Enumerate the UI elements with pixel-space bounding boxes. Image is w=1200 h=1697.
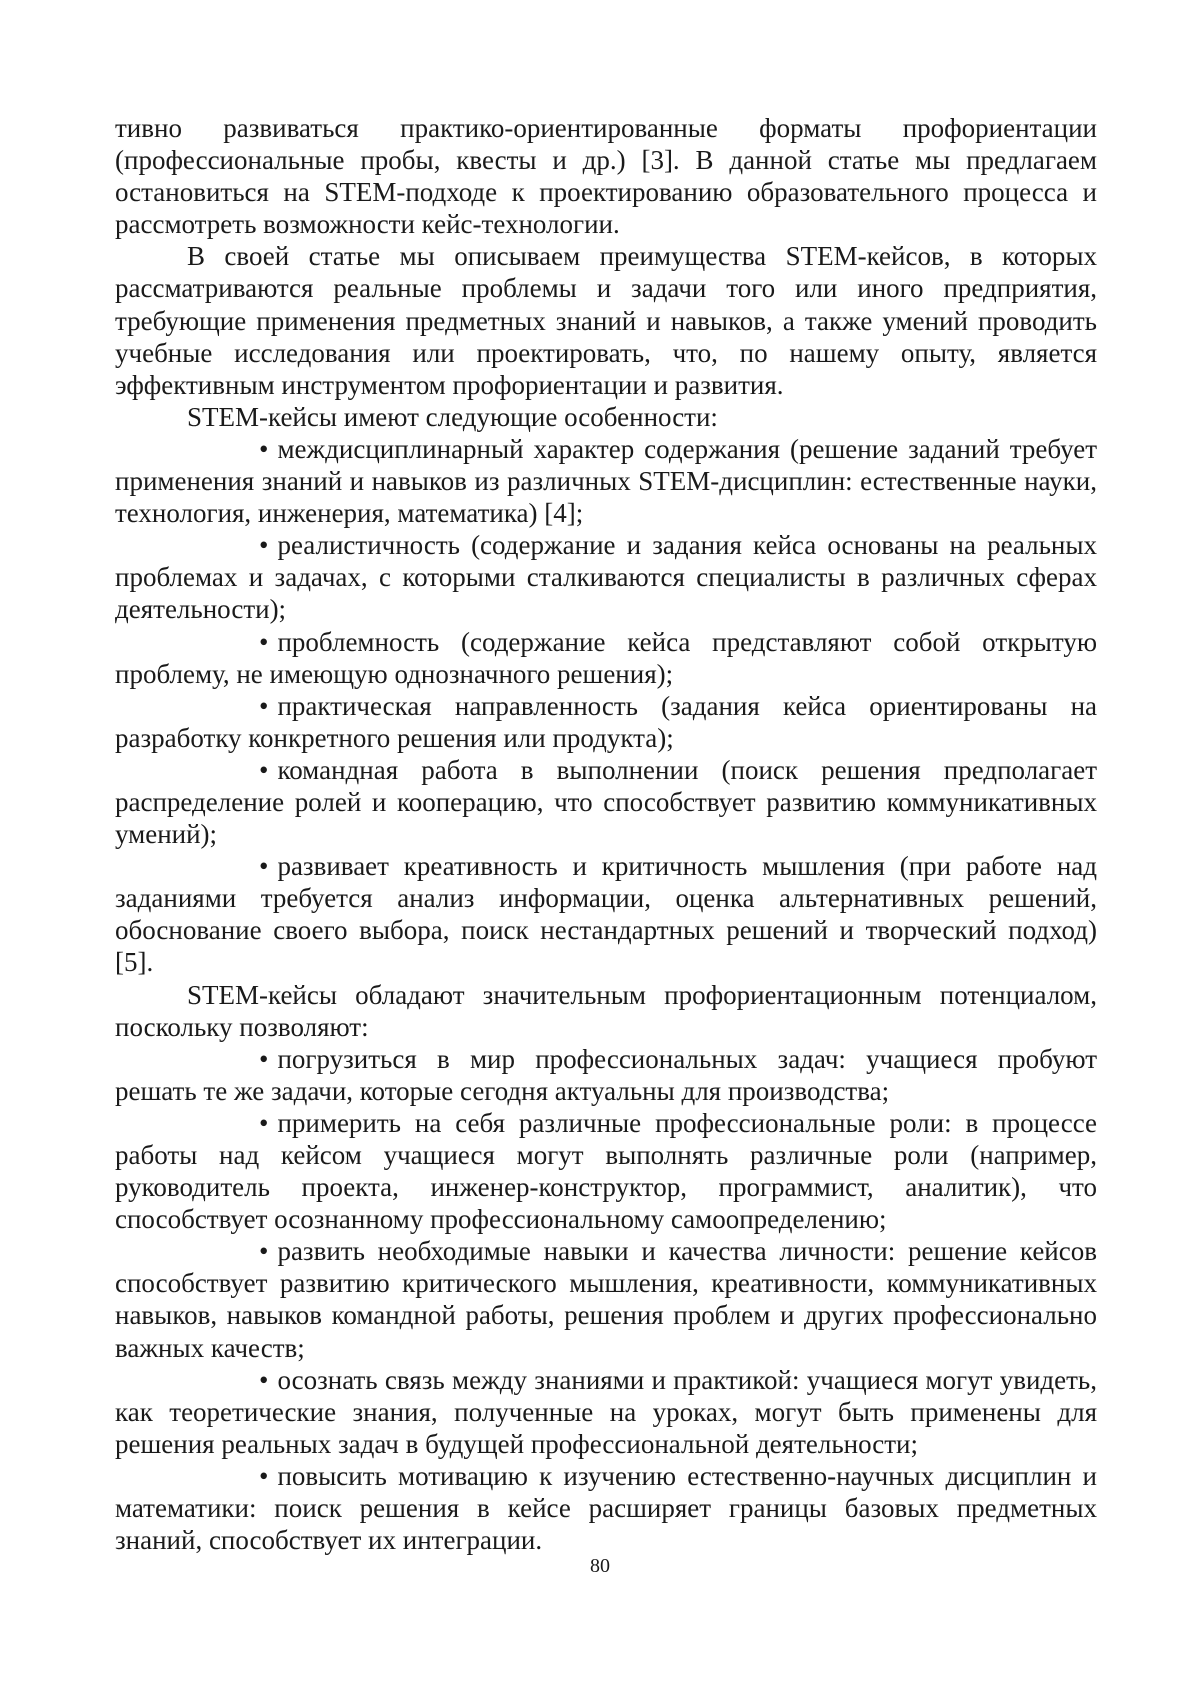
bullet-symbol: • <box>259 433 269 464</box>
bullet-symbol: • <box>259 530 269 561</box>
paragraph: В своей статье мы описываем преимущества STEM-кейсов, в которых рассматриваются реальные проблемы и задачи того или иного предприятия, требующие применения предметных знаний и навыков, а также умений проводить учебные исследования или проектировать, что, по нашему опыту, является эффективным инструментом профориентации и развития. <box>115 241 1097 400</box>
bullet-text: повысить мотивацию к изучению естественно-научных дисциплин и математики: поиск решения в кейсе расширяет границы базовых предметных знаний, способствует их интеграции. <box>115 1460 1097 1556</box>
bullet-symbol: • <box>259 754 269 785</box>
bullet-symbol: • <box>259 1236 269 1267</box>
bullet-symbol: • <box>259 690 269 721</box>
bullet-item <box>115 1364 1097 1460</box>
bullet-symbol: • <box>259 1107 269 1138</box>
bullet-symbol: • <box>259 851 269 882</box>
bullet-item <box>115 1043 1097 1107</box>
bullet-text: командная работа в выполнении (поиск решения предполагает распределение ролей и кооперацию, что способствует развитию коммуникативных умений); <box>115 754 1097 850</box>
bullet-text: развить необходимые навыки и качества личности: решение кейсов способствует развитию критического мышления, креативности, коммуникативных навыков, навыков командной работы, решения проблем и других профессионально важных качеств; <box>115 1236 1097 1363</box>
bullet-symbol: • <box>259 1460 269 1491</box>
bullet-text: междисциплинарный характер содержания (решение заданий требует применения знаний и навыков из различных STEM-дисциплин: естественные науки, технология, инженерия, математика) [4]; <box>115 433 1097 529</box>
page-number: 80 <box>590 1555 610 1577</box>
paragraph: STEM-кейсы обладают значительным профориентационным потенциалом, поскольку позволяют: <box>115 979 1097 1042</box>
bullet-item <box>115 850 1097 978</box>
paragraph-continuation: тивно развиваться практико-ориентированные форматы профориентации (профессиональные пробы, квесты и др.) [3]. В данной статье мы предлагаем остановиться на STEM-подходе к проектированию образовательного процесса и рассмотреть возможности кейс-технологии. <box>115 113 1097 240</box>
bullet-text: осознать связь между знаниями и практикой: учащиеся могут увидеть, как теоретические знания, полученные на уроках, могут быть применены для решения реальных задач в будущей профессиональной деятельности; <box>115 1364 1097 1459</box>
bullet-item <box>115 754 1097 850</box>
bullet-text: проблемность (содержание кейса представляют собой открытую проблему, не имеющую однозначного решения); <box>115 626 1097 689</box>
bullet-item <box>115 1235 1097 1363</box>
bullet-item <box>115 1460 1097 1556</box>
bullet-text: примерить на себя различные профессиональные роли: в процессе работы над кейсом учащиеся могут выполнять различные роли (например, руководитель проекта, инженер-конструктор, программист, аналитик), что способствует осознанному профессиональному самоопределению; <box>115 1107 1097 1235</box>
bullet-text: развивает креативность и критичность мышления (при работе над заданиями требуется анализ информации, оценка альтернативных решений, обоснование своего выбора, поиск нестандартных решений и творческий подход) [5]. <box>115 851 1097 978</box>
bullet-symbol: • <box>259 626 269 657</box>
paragraph: STEM-кейсы имеют следующие особенности: <box>187 401 718 432</box>
bullet-text: реалистичность (содержание и задания кейса основаны на реальных проблемах и задачах, с которыми сталкиваются специалисты в различных сферах деятельности); <box>115 530 1097 625</box>
bullet-item <box>115 690 1097 754</box>
bullet-symbol: • <box>259 1364 269 1395</box>
bullet-item <box>115 529 1097 625</box>
bullet-symbol: • <box>259 1043 269 1074</box>
bullet-text: погрузиться в мир профессиональных задач: учащиеся пробуют решать те же задачи, которые сегодня актуальны для производства; <box>115 1043 1097 1106</box>
bullet-item <box>115 626 1097 690</box>
bullet-item <box>115 433 1097 529</box>
document-body <box>115 112 1097 1556</box>
bullet-text: практическая направленность (задания кейса ориентированы на разработку конкретного решения или продукта); <box>115 690 1097 753</box>
bullet-item <box>115 1107 1097 1235</box>
